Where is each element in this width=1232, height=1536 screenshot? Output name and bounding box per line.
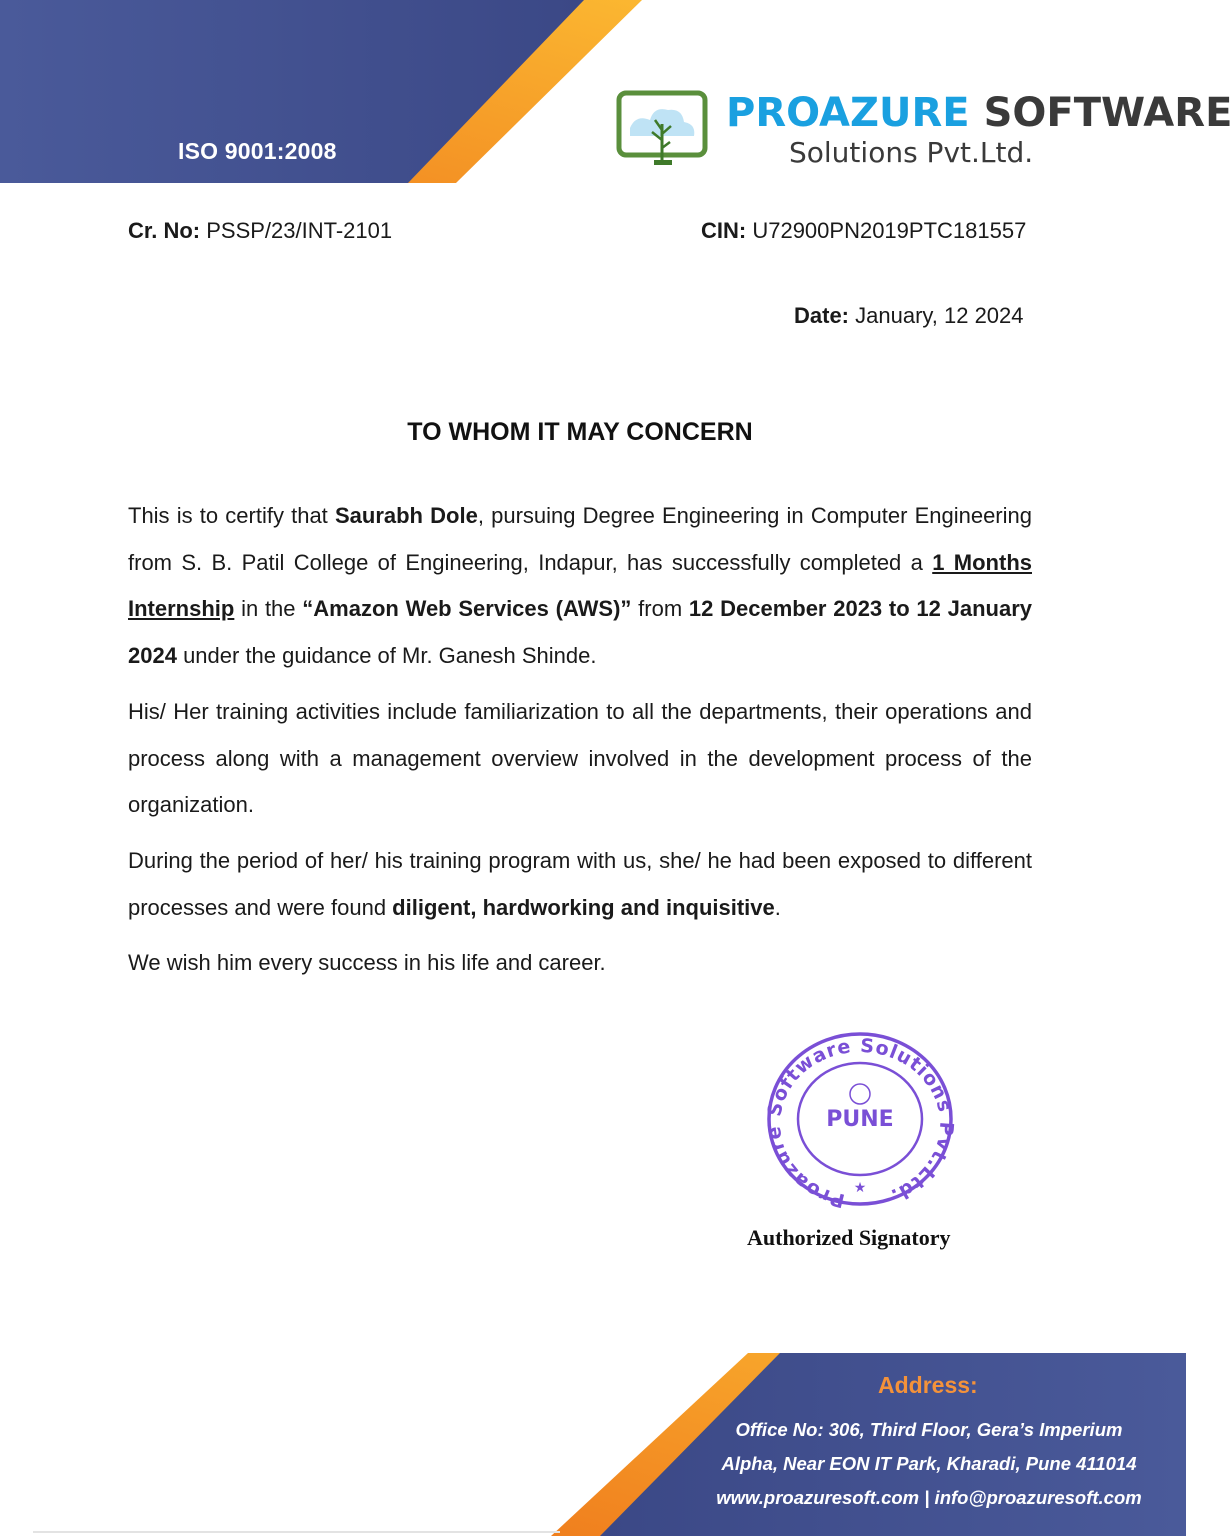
p1-text-1: This is to certify that: [128, 503, 335, 528]
address-line-2: Alpha, Near EON IT Park, Kharadi, Pune 411014: [721, 1453, 1137, 1474]
company-name-part1: PROAZURE: [726, 90, 970, 136]
p1-text-5: under the guidance of Mr. Ganesh Shinde.: [176, 642, 597, 668]
p1-text-3: in the: [234, 596, 303, 622]
p3-text-2: .: [774, 894, 781, 920]
contact-links[interactable]: www.proazuresoft.com | info@proazuresoft.com: [716, 1487, 1142, 1508]
p1-text-2: , pursuing Degree Engineering in Computer Engineering from S. B. Patil College of Engineering, Indapur, has successfully completed a: [128, 503, 1032, 575]
cr-label: Cr. No:: [128, 218, 201, 243]
company-subtitle: Solutions Pvt.Ltd.: [789, 136, 1034, 169]
date-label: Date:: [794, 303, 850, 328]
address-line-1: Office No: 306, Third Floor, Gera’s Imperium: [735, 1419, 1123, 1440]
iso-certification: ISO 9001:2008: [178, 138, 337, 164]
cin-value: U72900PN2019PTC181557: [746, 218, 1027, 243]
stamp-center-text: PUNE: [826, 1107, 894, 1132]
cin-label: CIN:: [701, 218, 747, 243]
intern-qualities: diligent, hardworking and inquisitive: [392, 894, 775, 920]
cr-value: PSSP/23/INT-2101: [200, 218, 393, 243]
company-name-part2: SOFTWARE: [983, 90, 1232, 136]
p3-text-1: During the period of her/ his training program with us, she/ he had been exposed to different processes and were found: [128, 848, 1032, 920]
letter-title: TO WHOM IT MAY CONCERN: [407, 418, 753, 446]
p2-text: His/ Her training activities include familiarization to all the departments, their operations and process along with a management overview involved in the development process of the organization.: [128, 699, 1032, 818]
p4-text: We wish him every success in his life and career.: [128, 950, 606, 975]
intern-name: Saurabh Dole: [334, 503, 478, 528]
date-value: January, 12 2024: [849, 303, 1024, 328]
internship-duration: 1 Months Internship: [128, 549, 1032, 622]
address-title: Address:: [878, 1372, 978, 1398]
program-name: “Amazon Web Services (AWS)”: [302, 596, 632, 622]
internship-period: 12 December 2023 to 12 January 2024: [128, 596, 1033, 668]
stamp-star-icon: ★: [853, 1179, 867, 1195]
p1-text-4: from: [631, 596, 689, 622]
stamp-ring-text: Proazure Software Solutions Pvt.Ltd.: [762, 1034, 958, 1212]
authorized-signatory: Authorized Signatory: [747, 1225, 951, 1250]
